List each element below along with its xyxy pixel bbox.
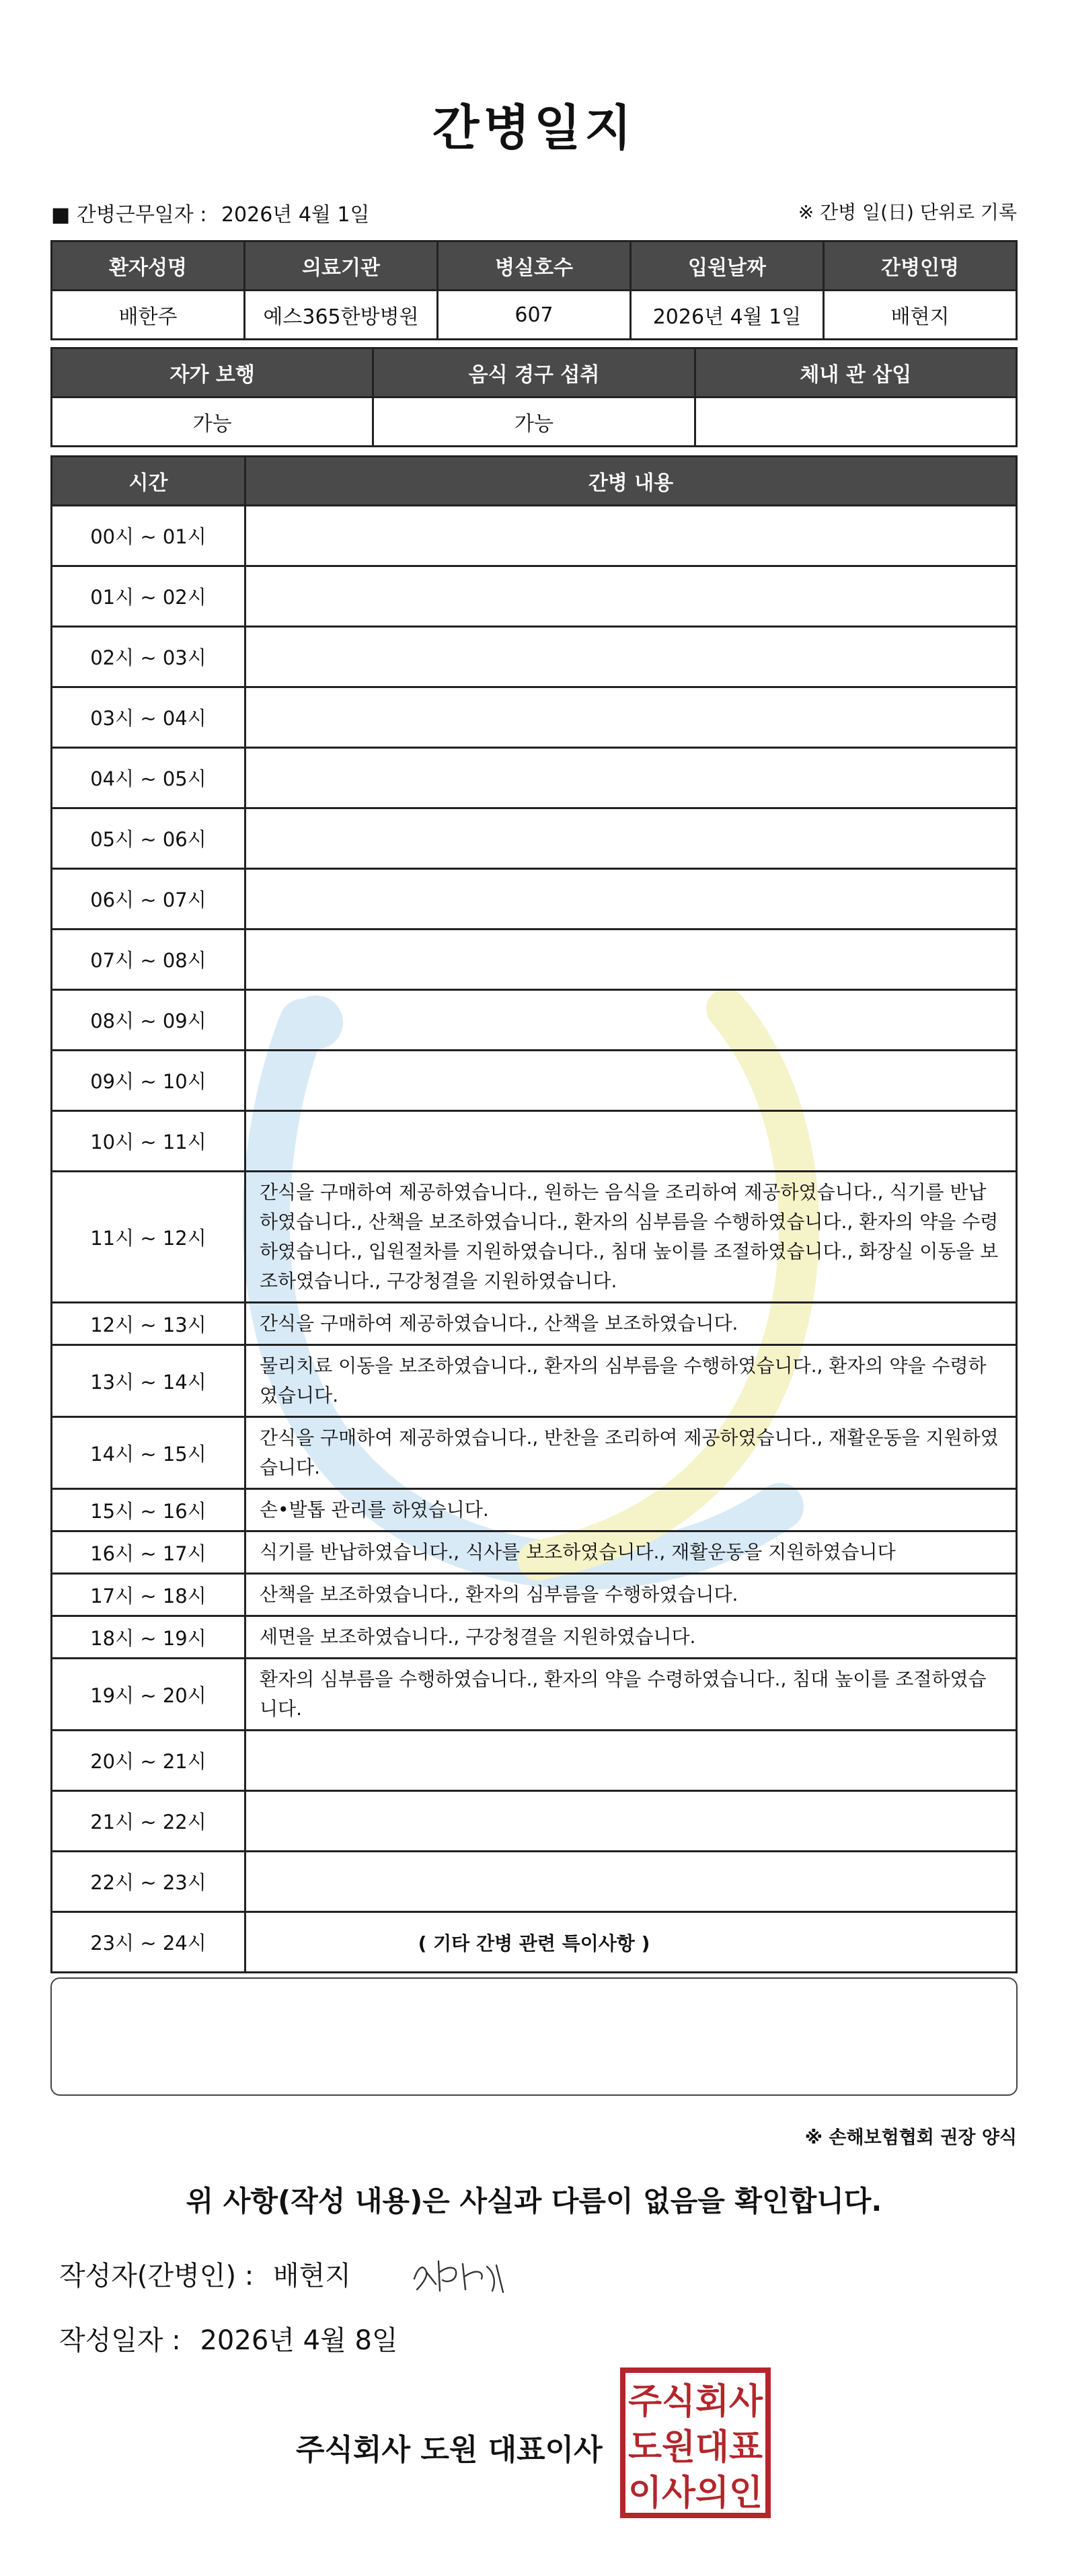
log-time: 18시 ~ 19시 xyxy=(52,1616,245,1659)
header-room: 병실호수 xyxy=(438,241,631,291)
log-content[interactable] xyxy=(245,808,1017,869)
log-time: 02시 ~ 03시 xyxy=(52,627,245,687)
log-time: 09시 ~ 10시 xyxy=(52,1051,245,1111)
company-ceo: 주식회사 도원 대표이사 xyxy=(296,2433,603,2467)
log-time: 14시 ~ 15시 xyxy=(52,1417,245,1489)
log-content[interactable] xyxy=(245,687,1017,748)
table-row xyxy=(52,748,1017,808)
log-content[interactable] xyxy=(245,1731,1017,1791)
table-row xyxy=(52,1852,1017,1912)
special-notes-box[interactable] xyxy=(50,1977,1018,2096)
walking-status: 가능 xyxy=(52,397,373,447)
log-content[interactable] xyxy=(245,1912,1017,1973)
work-date-value: 2026년 4월 1일 xyxy=(221,203,370,227)
log-time: 12시 ~ 13시 xyxy=(52,1303,245,1345)
log-time: 19시 ~ 20시 xyxy=(52,1659,245,1731)
table-row xyxy=(52,1791,1017,1852)
svg-text:주식회사: 주식회사 xyxy=(628,2382,763,2422)
table-row xyxy=(52,1345,1017,1417)
table-row xyxy=(52,1303,1017,1345)
recommend-note: ※ 손해보험협회 권장 양식 xyxy=(804,2127,1017,2148)
table-row xyxy=(52,1659,1017,1731)
writer-line xyxy=(59,2255,351,2293)
log-time: 22시 ~ 23시 xyxy=(52,1852,245,1912)
log-content[interactable]: 간식을 구매하여 제공하였습니다., 원하는 음식을 조리하여 제공하였습니다., 식기를 반납하였습니다., 산책을 보조하였습니다., 환자의 심부름을 수행하였습니다., 환자의 약을 수령하였습니다., 입원절차를 지원하였습니다., 침대 높이를 조절하였습니다., 화장실 이동을 보조하였습니다., 구강청결을 지원하였습니다. xyxy=(245,1172,1017,1303)
table-row xyxy=(52,1051,1017,1111)
log-time: 01시 ~ 02시 xyxy=(52,566,245,627)
room-number: 607 xyxy=(438,291,631,340)
header-caregiver: 간병인명 xyxy=(824,241,1017,291)
table-row xyxy=(52,1417,1017,1489)
log-content[interactable] xyxy=(245,1051,1017,1111)
table-row xyxy=(52,1912,1017,1973)
log-time: 21시 ~ 22시 xyxy=(52,1791,245,1852)
table-row xyxy=(52,506,1017,566)
write-date-line xyxy=(59,2319,398,2357)
log-content[interactable] xyxy=(245,627,1017,687)
log-content[interactable] xyxy=(245,748,1017,808)
log-content[interactable] xyxy=(245,1791,1017,1852)
care-log-table xyxy=(50,455,1018,1973)
record-note: ※ 간병 일(日) 단위로 기록 xyxy=(798,201,1017,223)
confirm-statement: 위 사항(작성 내용)은 사실과 다름이 없음을 확인합니다. xyxy=(186,2185,882,2218)
log-content[interactable] xyxy=(245,566,1017,627)
table-row xyxy=(52,1574,1017,1616)
table-row xyxy=(52,687,1017,748)
writer-value: 배현지 xyxy=(272,2261,351,2291)
tube-status xyxy=(695,397,1016,447)
log-content[interactable]: 산책을 보조하였습니다., 환자의 심부름을 수행하였습니다. xyxy=(245,1574,1017,1616)
writer-label: 작성자(간병인) : xyxy=(59,2261,254,2291)
caregiver-name: 배현지 xyxy=(824,291,1017,340)
log-time: 15시 ~ 16시 xyxy=(52,1489,245,1531)
table-row xyxy=(52,1731,1017,1791)
table-row xyxy=(52,1489,1017,1531)
header-hospital: 의료기관 xyxy=(245,241,438,291)
header-time: 시간 xyxy=(52,457,245,506)
log-time: 16시 ~ 17시 xyxy=(52,1531,245,1574)
log-content[interactable] xyxy=(245,990,1017,1051)
write-date-value: 2026년 4월 8일 xyxy=(200,2325,398,2356)
log-content[interactable] xyxy=(245,869,1017,930)
log-time: 10시 ~ 11시 xyxy=(52,1111,245,1172)
table-row xyxy=(52,1531,1017,1574)
header-care-content: 간병 내용 xyxy=(245,457,1017,506)
header-tube: 체내 관 삽입 xyxy=(695,348,1016,397)
hospital-name: 예스365한방병원 xyxy=(245,291,438,340)
header-oral-intake: 음식 경구 섭취 xyxy=(373,348,695,397)
care-log-body xyxy=(52,506,1017,1973)
admission-date: 2026년 4월 1일 xyxy=(631,291,824,340)
oral-intake-status: 가능 xyxy=(373,397,695,447)
document-title: 간병일지 xyxy=(432,100,636,156)
log-time: 04시 ~ 05시 xyxy=(52,748,245,808)
work-date-label: ■ 간병근무일자 : xyxy=(51,203,207,227)
log-time: 07시 ~ 08시 xyxy=(52,930,245,990)
table-row xyxy=(52,930,1017,990)
table-row xyxy=(52,1616,1017,1659)
table-row xyxy=(52,990,1017,1051)
log-content[interactable] xyxy=(245,930,1017,990)
log-time: 06시 ~ 07시 xyxy=(52,869,245,930)
table-row xyxy=(52,808,1017,869)
log-time: 03시 ~ 04시 xyxy=(52,687,245,748)
log-content[interactable]: 물리치료 이동을 보조하였습니다., 환자의 심부름을 수행하였습니다., 환자의 약을 수령하였습니다. xyxy=(245,1345,1017,1417)
special-notes-label: ( 기타 간병 관련 특이사항 ) xyxy=(418,1932,650,1955)
log-time: 23시 ~ 24시 xyxy=(52,1912,245,1973)
handwritten-signature xyxy=(409,2252,510,2299)
log-content[interactable]: 식기를 반납하였습니다., 식사를 보조하였습니다., 재활운동을 지원하였습니다 xyxy=(245,1531,1017,1574)
log-time: 20시 ~ 21시 xyxy=(52,1731,245,1791)
log-time: 00시 ~ 01시 xyxy=(52,506,245,566)
log-time: 11시 ~ 12시 xyxy=(52,1172,245,1303)
log-content[interactable]: 간식을 구매하여 제공하였습니다., 산책을 보조하였습니다. xyxy=(245,1303,1017,1345)
log-time: 08시 ~ 09시 xyxy=(52,990,245,1051)
work-date xyxy=(51,198,370,227)
patient-info-table xyxy=(50,240,1018,340)
table-row xyxy=(52,869,1017,930)
log-content[interactable] xyxy=(245,1852,1017,1912)
log-content[interactable]: 세면을 보조하였습니다., 구강청결을 지원하였습니다. xyxy=(245,1616,1017,1659)
header-admission-date: 입원날짜 xyxy=(631,241,824,291)
svg-text:도원대표: 도원대표 xyxy=(628,2427,763,2468)
header-walking: 자가 보행 xyxy=(52,348,373,397)
patient-name: 배한주 xyxy=(52,291,245,340)
company-seal-stamp xyxy=(619,2366,772,2520)
svg-text:이사의인: 이사의인 xyxy=(628,2473,763,2513)
table-row xyxy=(52,1111,1017,1172)
log-content[interactable] xyxy=(245,1111,1017,1172)
log-content[interactable] xyxy=(245,506,1017,566)
header-patient-name: 환자성명 xyxy=(52,241,245,291)
log-content[interactable]: 손•발톱 관리를 하였습니다. xyxy=(245,1489,1017,1531)
table-row xyxy=(52,627,1017,687)
write-date-label: 작성일자 : xyxy=(59,2325,181,2356)
log-content[interactable]: 환자의 심부름을 수행하였습니다., 환자의 약을 수령하였습니다., 침대 높이를 조절하였습니다. xyxy=(245,1659,1017,1731)
patient-status-table xyxy=(50,347,1018,447)
table-row xyxy=(52,566,1017,627)
log-time: 17시 ~ 18시 xyxy=(52,1574,245,1616)
log-content[interactable]: 간식을 구매하여 제공하였습니다., 반찬을 조리하여 제공하였습니다., 재활운동을 지원하였습니다. xyxy=(245,1417,1017,1489)
log-time: 05시 ~ 06시 xyxy=(52,808,245,869)
log-time: 13시 ~ 14시 xyxy=(52,1345,245,1417)
table-row xyxy=(52,1172,1017,1303)
